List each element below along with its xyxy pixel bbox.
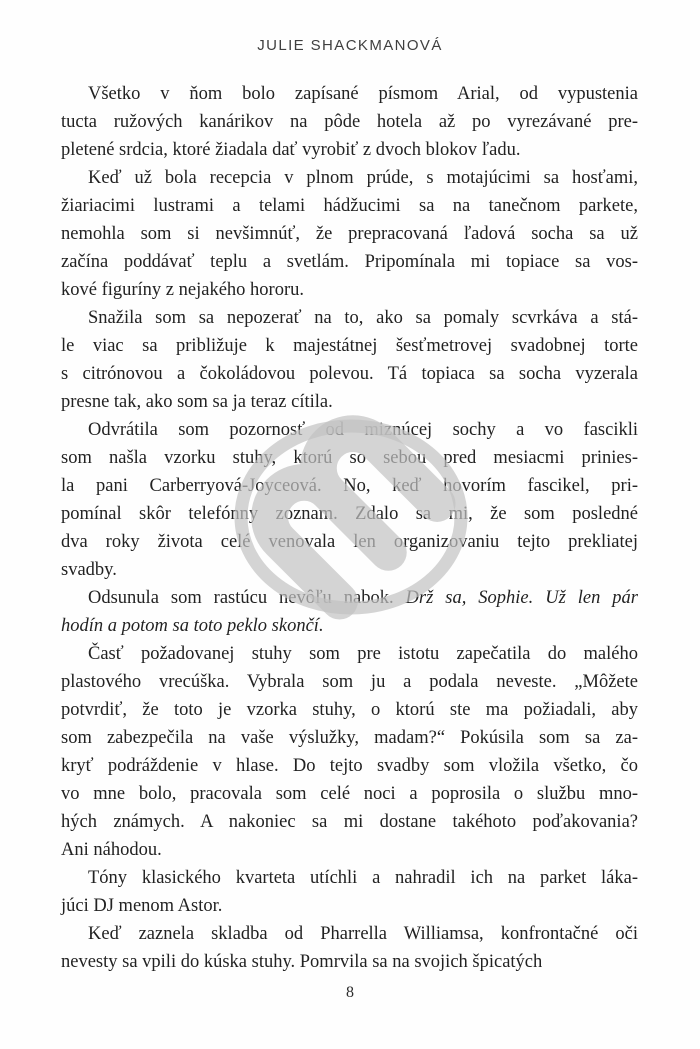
text-segment: tucta ružových kanárikov na pôde hotela až po vyrezávané pre- [61, 112, 638, 132]
paragraph [61, 920, 638, 976]
text-line [61, 584, 638, 612]
text-segment: s citrónovou a čokoládovou polevou. Tá topiaca sa socha vyzerala [61, 364, 638, 384]
text-line [61, 444, 638, 472]
text-line [61, 948, 638, 976]
text-line [61, 668, 638, 696]
paragraph [61, 584, 638, 640]
italic-text-segment: hodín a potom sa toto peklo skončí. [61, 616, 324, 636]
text-line [61, 388, 638, 416]
text-line [61, 248, 638, 276]
text-segment: pomínal skôr telefónny zoznam. Zdalo sa mi, že som posledné [61, 504, 638, 524]
text-segment: dva roky života celé venovala len organizovaniu tejto prekliatej [61, 532, 638, 552]
text-line [61, 192, 638, 220]
text-segment: júci DJ menom Astor. [61, 896, 223, 916]
text-line [61, 360, 638, 388]
text-line [61, 220, 638, 248]
text-segment: vo mne bolo, pracovala som celé noci a poprosila o službu mno- [61, 784, 638, 804]
text-segment: potvrdiť, že toto je vzorka stuhy, o ktorú ste ma požiadali, aby [61, 700, 638, 720]
text-segment: Odsunula som rastúcu nevôľu nabok. [88, 588, 406, 608]
italic-text-segment: Drž sa, Sophie. Už len pár [405, 588, 638, 608]
paragraph [61, 80, 638, 164]
text-line [61, 136, 638, 164]
text-segment: pletené srdcia, ktoré žiadala dať vyrobiť z dvoch blokov ľadu. [61, 140, 521, 160]
paragraph [61, 304, 638, 416]
text-segment: Tóny klasického kvarteta utíchli a nahradil ich na parket láka- [88, 868, 638, 888]
text-line [61, 724, 638, 752]
text-line [61, 472, 638, 500]
text-line [61, 528, 638, 556]
paragraph [61, 164, 638, 304]
text-segment: som našla vzorku stuhy, ktorú so sebou pred mesiacmi prinies- [61, 448, 638, 468]
text-line [61, 612, 638, 640]
text-segment: Odvrátila som pozornosť od miznúcej sochy a vo fascikli [88, 420, 638, 440]
text-segment: nevesty sa vpili do kúska stuhy. Pomrvila sa na svojich špicatých [61, 952, 543, 972]
text-segment: svadby. [61, 560, 117, 580]
text-line [61, 808, 638, 836]
text-segment: le viac sa približuje k majestátnej šesťmetrovej svadobnej torte [61, 336, 638, 356]
text-segment: žiariacimi lustrami a telami hádžucimi sa na tanečnom parkete, [61, 196, 638, 216]
text-segment: hých známych. A nakoniec sa mi dostane takéhoto poďakovania? [61, 812, 638, 832]
text-segment: kryť podráždenie v hlase. Do tejto svadby som vložila všetko, čo [61, 756, 638, 776]
paragraph [61, 864, 638, 920]
running-head-author: JULIE SHACKMANOVÁ [257, 37, 443, 54]
text-segment: Keď zaznela skladba od Pharrella Williamsa, konfrontačné oči [88, 924, 638, 944]
text-segment: kové figuríny z nejakého hororu. [61, 280, 304, 300]
text-line [61, 332, 638, 360]
text-line [61, 864, 638, 892]
text-segment: presne tak, ako som sa ja teraz cítila. [61, 392, 333, 412]
text-line [61, 500, 638, 528]
paragraph [61, 640, 638, 864]
page-number: 8 [346, 984, 354, 1001]
text-line [61, 892, 638, 920]
text-line [61, 416, 638, 444]
text-segment: nemohla som si nevšimnúť, že prepracovaná ľadová socha sa už [61, 224, 638, 244]
text-line [61, 640, 638, 668]
text-segment: Časť požadovanej stuhy som pre istotu zapečatila do malého [88, 644, 638, 664]
text-segment: začína poddávať teplu a svetlám. Pripomínala mi topiace sa vos- [61, 252, 638, 272]
text-line [61, 108, 638, 136]
text-line [61, 696, 638, 724]
page-body [61, 80, 638, 976]
text-line [61, 276, 638, 304]
paragraph [61, 416, 638, 584]
text-line [61, 80, 638, 108]
text-line [61, 780, 638, 808]
text-line [61, 164, 638, 192]
text-line [61, 920, 638, 948]
text-segment: la pani Carberryová-Joyceová. No, keď hovorím fascikel, pri- [61, 476, 638, 496]
text-segment: plastového vrecúška. Vybrala som ju a podala neveste. „Môžete [61, 672, 638, 692]
text-line [61, 556, 638, 584]
text-segment: Snažila som sa nepozerať na to, ako sa pomaly scvrkáva a stá- [88, 308, 638, 328]
text-segment: Ani náhodou. [61, 840, 162, 860]
text-line [61, 304, 638, 332]
text-segment: Všetko v ňom bolo zapísané písmom Arial, od vypustenia [88, 84, 638, 104]
text-segment: Keď už bola recepcia v plnom prúde, s motajúcimi sa hosťami, [88, 168, 638, 188]
text-segment: som zabezpečila na vaše výslužky, madam?“ Pokúsila som sa za- [61, 728, 638, 748]
text-line [61, 836, 638, 864]
text-line [61, 752, 638, 780]
